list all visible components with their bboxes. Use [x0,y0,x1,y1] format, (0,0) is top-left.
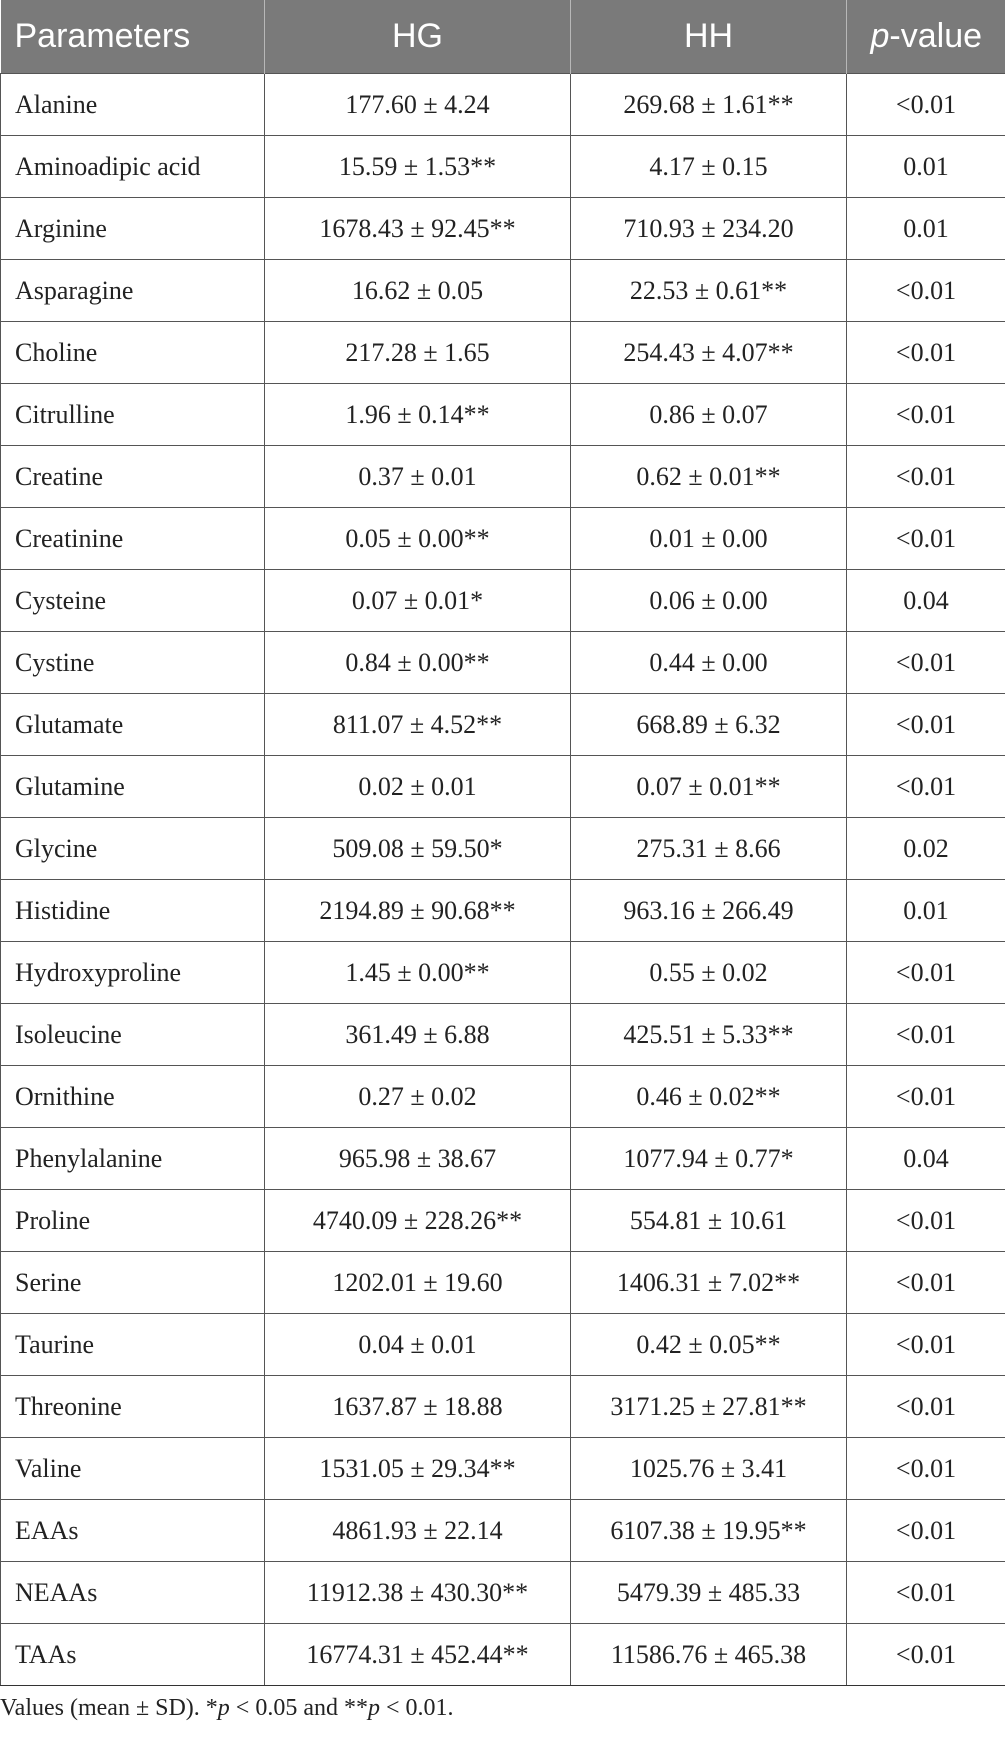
cell-hh: 0.01 ± 0.00 [571,508,847,570]
cell-hh: 0.62 ± 0.01** [571,446,847,508]
cell-p-value: <0.01 [847,446,1005,508]
table-row [1,1624,1005,1686]
cell-parameter: Isoleucine [1,1004,265,1066]
cell-parameter: Cystine [1,632,265,694]
table-row [1,136,1005,198]
table-row [1,1562,1005,1624]
cell-hh: 269.68 ± 1.61** [571,74,847,136]
footnote-part1: Values (mean ± SD). * [0,1695,218,1721]
cell-hh: 1077.94 ± 0.77* [571,1128,847,1190]
table-row [1,74,1005,136]
cell-parameter: EAAs [1,1500,265,1562]
cell-hg: 0.07 ± 0.01* [265,570,571,632]
cell-hg: 0.37 ± 0.01 [265,446,571,508]
cell-hg: 965.98 ± 38.67 [265,1128,571,1190]
cell-parameter: Cysteine [1,570,265,632]
cell-parameter: Alanine [1,74,265,136]
cell-hg: 11912.38 ± 430.30** [265,1562,571,1624]
table-row [1,1438,1005,1500]
cell-parameter: Hydroxyproline [1,942,265,1004]
table-body [1,74,1005,1686]
cell-parameter: Creatinine [1,508,265,570]
cell-parameter: Glutamine [1,756,265,818]
table-row [1,818,1005,880]
cell-p-value: <0.01 [847,632,1005,694]
cell-hh: 554.81 ± 10.61 [571,1190,847,1252]
cell-hh: 4.17 ± 0.15 [571,136,847,198]
cell-p-value: <0.01 [847,1190,1005,1252]
cell-p-value: <0.01 [847,1624,1005,1686]
cell-p-value: 0.04 [847,1128,1005,1190]
cell-hg: 1678.43 ± 92.45** [265,198,571,260]
cell-parameter: Threonine [1,1376,265,1438]
cell-hh: 5479.39 ± 485.33 [571,1562,847,1624]
cell-hg: 15.59 ± 1.53** [265,136,571,198]
cell-hg: 177.60 ± 4.24 [265,74,571,136]
cell-parameter: Phenylalanine [1,1128,265,1190]
cell-p-value: 0.01 [847,880,1005,942]
cell-hh: 0.07 ± 0.01** [571,756,847,818]
cell-p-value: <0.01 [847,74,1005,136]
cell-hh: 425.51 ± 5.33** [571,1004,847,1066]
cell-hg: 0.05 ± 0.00** [265,508,571,570]
cell-hg: 509.08 ± 59.50* [265,818,571,880]
cell-hg: 1531.05 ± 29.34** [265,1438,571,1500]
cell-p-value: 0.04 [847,570,1005,632]
table-row [1,570,1005,632]
table-row [1,756,1005,818]
cell-p-value: 0.02 [847,818,1005,880]
cell-p-value: <0.01 [847,508,1005,570]
cell-hg: 1202.01 ± 19.60 [265,1252,571,1314]
cell-p-value: <0.01 [847,1500,1005,1562]
table-row [1,1066,1005,1128]
cell-parameter: Glycine [1,818,265,880]
header-hg: HG [265,0,571,74]
header-row [1,0,1005,74]
cell-p-value: <0.01 [847,1438,1005,1500]
cell-parameter: Aminoadipic acid [1,136,265,198]
cell-p-value: 0.01 [847,136,1005,198]
cell-parameter: Histidine [1,880,265,942]
cell-hg: 0.27 ± 0.02 [265,1066,571,1128]
table-row [1,1376,1005,1438]
cell-hh: 0.46 ± 0.02** [571,1066,847,1128]
cell-p-value: <0.01 [847,694,1005,756]
table-row [1,384,1005,446]
cell-parameter: Asparagine [1,260,265,322]
cell-hg: 0.84 ± 0.00** [265,632,571,694]
cell-parameter: Taurine [1,1314,265,1376]
cell-p-value: 0.01 [847,198,1005,260]
cell-hh: 11586.76 ± 465.38 [571,1624,847,1686]
cell-parameter: Citrulline [1,384,265,446]
table-row [1,942,1005,1004]
cell-parameter: TAAs [1,1624,265,1686]
table-row [1,1314,1005,1376]
cell-hg: 16774.31 ± 452.44** [265,1624,571,1686]
cell-hg: 2194.89 ± 90.68** [265,880,571,942]
cell-hh: 0.86 ± 0.07 [571,384,847,446]
cell-parameter: Choline [1,322,265,384]
table-row [1,508,1005,570]
table-row [1,880,1005,942]
cell-hh: 710.93 ± 234.20 [571,198,847,260]
cell-hh: 963.16 ± 266.49 [571,880,847,942]
header-parameters: Parameters [1,0,265,74]
table-row [1,1500,1005,1562]
cell-p-value: <0.01 [847,260,1005,322]
cell-p-value: <0.01 [847,1562,1005,1624]
cell-p-value: <0.01 [847,1376,1005,1438]
table-row [1,1004,1005,1066]
cell-hg: 1637.87 ± 18.88 [265,1376,571,1438]
table-row [1,694,1005,756]
cell-hg: 4740.09 ± 228.26** [265,1190,571,1252]
table-row [1,632,1005,694]
cell-p-value: <0.01 [847,756,1005,818]
cell-p-value: <0.01 [847,1314,1005,1376]
cell-hh: 0.44 ± 0.00 [571,632,847,694]
cell-parameter: Proline [1,1190,265,1252]
cell-p-value: <0.01 [847,384,1005,446]
cell-parameter: Creatine [1,446,265,508]
footnote-p1: p [217,1695,230,1721]
cell-hg: 4861.93 ± 22.14 [265,1500,571,1562]
cell-parameter: Glutamate [1,694,265,756]
table-row [1,198,1005,260]
cell-hg: 811.07 ± 4.52** [265,694,571,756]
cell-hg: 361.49 ± 6.88 [265,1004,571,1066]
header-hh: HH [571,0,847,74]
header-p-value [847,0,1005,74]
cell-hh: 0.06 ± 0.00 [571,570,847,632]
cell-hh: 6107.38 ± 19.95** [571,1500,847,1562]
table-header [1,0,1005,74]
cell-hh: 1406.31 ± 7.02** [571,1252,847,1314]
header-p-italic: p [870,17,890,55]
table-row [1,1190,1005,1252]
cell-hh: 3171.25 ± 27.81** [571,1376,847,1438]
cell-hg: 16.62 ± 0.05 [265,260,571,322]
cell-p-value: <0.01 [847,1004,1005,1066]
cell-hg: 0.04 ± 0.01 [265,1314,571,1376]
cell-parameter: NEAAs [1,1562,265,1624]
cell-hh: 668.89 ± 6.32 [571,694,847,756]
table-row [1,446,1005,508]
cell-p-value: <0.01 [847,1066,1005,1128]
cell-parameter: Valine [1,1438,265,1500]
cell-hg: 0.02 ± 0.01 [265,756,571,818]
cell-hg: 1.96 ± 0.14** [265,384,571,446]
header-p-rest: -value [889,17,983,55]
table-row [1,1128,1005,1190]
cell-p-value: <0.01 [847,942,1005,1004]
table-row [1,1252,1005,1314]
cell-hg: 217.28 ± 1.65 [265,322,571,384]
cell-hh: 0.42 ± 0.05** [571,1314,847,1376]
cell-hh: 22.53 ± 0.61** [571,260,847,322]
footnote-part2: < 0.05 and ** [229,1695,368,1721]
cell-parameter: Serine [1,1252,265,1314]
cell-parameter: Arginine [1,198,265,260]
footnote-part3: < 0.01. [379,1695,454,1721]
cell-parameter: Ornithine [1,1066,265,1128]
table-row [1,260,1005,322]
table-row [1,322,1005,384]
cell-hh: 0.55 ± 0.02 [571,942,847,1004]
cell-hh: 1025.76 ± 3.41 [571,1438,847,1500]
footnote-p2: p [367,1695,380,1721]
cell-hh: 254.43 ± 4.07** [571,322,847,384]
cell-p-value: <0.01 [847,322,1005,384]
cell-p-value: <0.01 [847,1252,1005,1314]
table-footnote [0,1695,454,1722]
cell-hg: 1.45 ± 0.00** [265,942,571,1004]
cell-hh: 275.31 ± 8.66 [571,818,847,880]
